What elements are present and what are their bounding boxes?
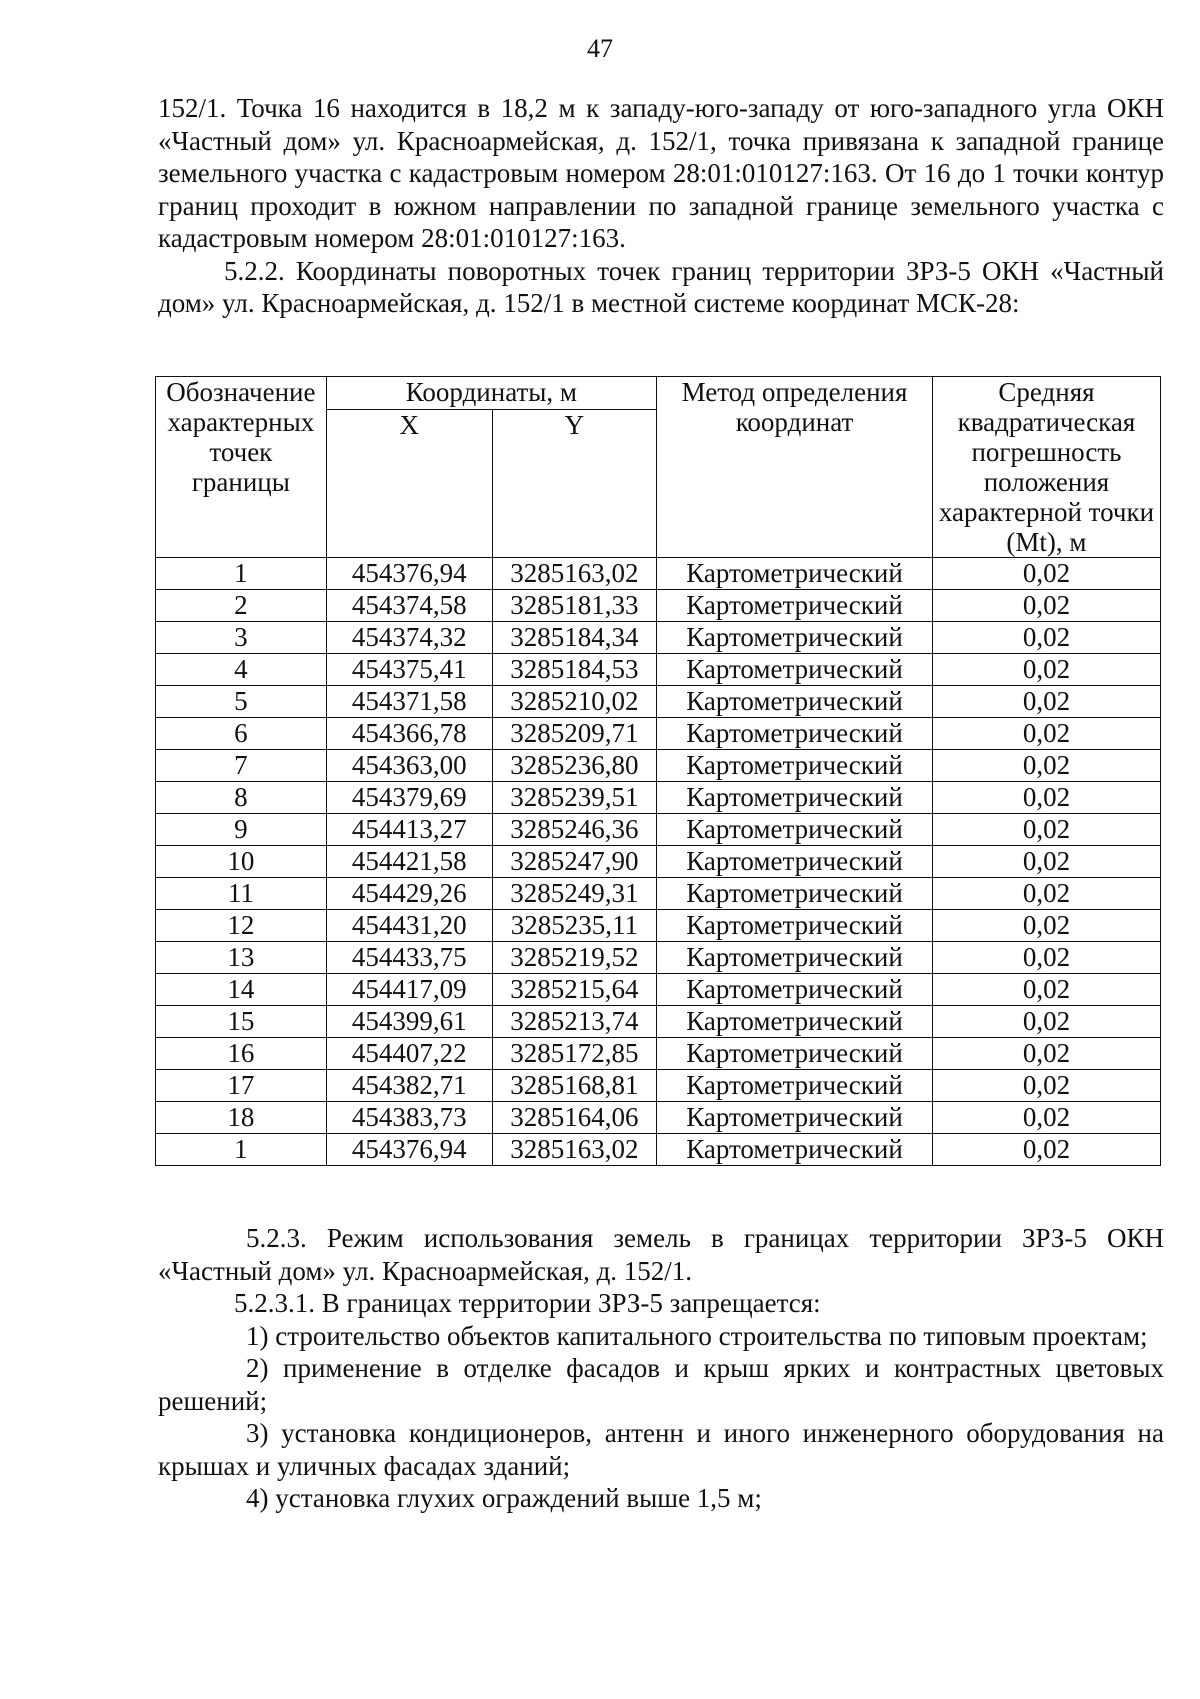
cell-point: 5: [156, 686, 327, 718]
cell-method: Картометрический: [657, 654, 933, 686]
intro-text: [158, 92, 1164, 320]
table-row: [156, 654, 1161, 686]
list-item: 3) установка кондиционеров, антенн и иного инженерного оборудования на крышах и уличных фасадах зданий;: [158, 1418, 1164, 1481]
cell-error: 0,02: [932, 654, 1160, 686]
table-row: [156, 1070, 1161, 1102]
cell-point: 15: [156, 1006, 327, 1038]
cell-y: 3285172,85: [492, 1038, 656, 1070]
cell-method: Картометрический: [657, 558, 933, 590]
cell-error: 0,02: [932, 622, 1160, 654]
cell-error: 0,02: [932, 558, 1160, 590]
table-row: [156, 1006, 1161, 1038]
cell-error: 0,02: [932, 718, 1160, 750]
cell-error: 0,02: [932, 686, 1160, 718]
cell-method: Картометрический: [657, 1038, 933, 1070]
cell-x: 454366,78: [326, 718, 492, 750]
cell-method: Картометрический: [657, 750, 933, 782]
cell-method: Картометрический: [657, 814, 933, 846]
cell-method: Картометрический: [657, 782, 933, 814]
page-number: 47: [587, 34, 613, 63]
cell-y: 3285164,06: [492, 1102, 656, 1134]
cell-point: 18: [156, 1102, 327, 1134]
cell-point: 10: [156, 846, 327, 878]
cell-y: 3285163,02: [492, 558, 656, 590]
list-item: 2) применение в отделке фасадов и крыш ярких и контрастных цветовых решений;: [158, 1353, 1164, 1416]
table-row: [156, 974, 1161, 1006]
cell-y: 3285181,33: [492, 590, 656, 622]
cell-error: 0,02: [932, 846, 1160, 878]
cell-point: 2: [156, 590, 327, 622]
cell-error: 0,02: [932, 878, 1160, 910]
cell-point: 9: [156, 814, 327, 846]
cell-point: 1: [156, 1134, 327, 1166]
cell-method: Картометрический: [657, 974, 933, 1006]
cell-method: Картометрический: [657, 1134, 933, 1166]
cell-x: 454375,41: [326, 654, 492, 686]
cell-method: Картометрический: [657, 622, 933, 654]
cell-x: 454376,94: [326, 558, 492, 590]
cell-x: 454433,75: [326, 942, 492, 974]
table-row: [156, 558, 1161, 590]
cell-x: 454399,61: [326, 1006, 492, 1038]
cell-error: 0,02: [932, 590, 1160, 622]
cell-method: Картометрический: [657, 846, 933, 878]
cell-point: 3: [156, 622, 327, 654]
cell-x: 454379,69: [326, 782, 492, 814]
coordinates-table: [155, 376, 1161, 1166]
cell-x: 454374,58: [326, 590, 492, 622]
cell-method: Картометрический: [657, 718, 933, 750]
table-row: [156, 718, 1161, 750]
cell-x: 454383,73: [326, 1102, 492, 1134]
table-row: [156, 1134, 1161, 1166]
cell-y: 3285219,52: [492, 942, 656, 974]
header-error: Средняя квадратическая погрешность положения характерной точки (Mt), м: [932, 377, 1160, 558]
cell-error: 0,02: [932, 782, 1160, 814]
cell-y: 3285213,74: [492, 1006, 656, 1038]
cell-method: Картометрический: [657, 1070, 933, 1102]
table-row: [156, 1102, 1161, 1134]
table-row: [156, 814, 1161, 846]
table-row: [156, 878, 1161, 910]
cell-y: 3285246,36: [492, 814, 656, 846]
cell-y: 3285168,81: [492, 1070, 656, 1102]
cell-point: 8: [156, 782, 327, 814]
regime-text: [158, 1222, 1164, 1515]
table-row: [156, 622, 1161, 654]
cell-error: 0,02: [932, 1102, 1160, 1134]
cell-x: 454376,94: [326, 1134, 492, 1166]
cell-y: 3285215,64: [492, 974, 656, 1006]
intro-paragraph-1: 152/1. Точка 16 находится в 18,2 м к западу-юго-западу от юго-западного угла ОКН «Частный дом» ул. Красноармейская, д. 152/1, точка привязана к западной границе земельного участка с кадастровым номером 28:01:010127:163. От 16 до 1 точки контур границ проходит в южном направлении по западной границе земельного участка с кадастровым номером 28:01:010127:163.: [158, 93, 1164, 253]
cell-y: 3285239,51: [492, 782, 656, 814]
cell-point: 16: [156, 1038, 327, 1070]
cell-y: 3285235,11: [492, 910, 656, 942]
cell-error: 0,02: [932, 974, 1160, 1006]
table-row: [156, 1038, 1161, 1070]
header-y: Y: [492, 410, 656, 558]
cell-method: Картометрический: [657, 1102, 933, 1134]
cell-y: 3285249,31: [492, 878, 656, 910]
cell-point: 1: [156, 558, 327, 590]
cell-method: Картометрический: [657, 686, 933, 718]
cell-error: 0,02: [932, 942, 1160, 974]
cell-error: 0,02: [932, 814, 1160, 846]
cell-error: 0,02: [932, 1038, 1160, 1070]
cell-y: 3285184,53: [492, 654, 656, 686]
header-coords: Координаты, м: [326, 377, 656, 410]
table-row: [156, 590, 1161, 622]
cell-y: 3285236,80: [492, 750, 656, 782]
header-method: Метод определения координат: [657, 377, 933, 558]
cell-point: 6: [156, 718, 327, 750]
cell-error: 0,02: [932, 1134, 1160, 1166]
cell-y: 3285184,34: [492, 622, 656, 654]
cell-error: 0,02: [932, 750, 1160, 782]
subsection-title: 5.2.3.1. В границах территории ЗРЗ-5 запрещается:: [234, 1288, 821, 1318]
cell-point: 4: [156, 654, 327, 686]
cell-y: 3285247,90: [492, 846, 656, 878]
cell-method: Картометрический: [657, 590, 933, 622]
cell-point: 17: [156, 1070, 327, 1102]
cell-point: 11: [156, 878, 327, 910]
cell-x: 454429,26: [326, 878, 492, 910]
cell-x: 454417,09: [326, 974, 492, 1006]
cell-error: 0,02: [932, 1006, 1160, 1038]
table-row: [156, 942, 1161, 974]
cell-method: Картометрический: [657, 1006, 933, 1038]
intro-paragraph-2: 5.2.2. Координаты поворотных точек границ территории ЗРЗ-5 ОКН «Частный дом» ул. Красноармейская, д. 152/1 в местной системе координат МСК-28:: [158, 255, 1164, 318]
cell-point: 12: [156, 910, 327, 942]
cell-y: 3285209,71: [492, 718, 656, 750]
header-point: Обозначение характерных точек границы: [156, 377, 327, 558]
cell-x: 454431,20: [326, 910, 492, 942]
cell-x: 454382,71: [326, 1070, 492, 1102]
table-row: [156, 750, 1161, 782]
cell-y: 3285163,02: [492, 1134, 656, 1166]
table-row: [156, 686, 1161, 718]
cell-x: 454413,27: [326, 814, 492, 846]
cell-x: 454421,58: [326, 846, 492, 878]
cell-point: 7: [156, 750, 327, 782]
cell-y: 3285210,02: [492, 686, 656, 718]
table-body: [156, 558, 1161, 1166]
table-row: [156, 846, 1161, 878]
list-item: 1) строительство объектов капитального строительства по типовым проектам;: [246, 1320, 1148, 1351]
cell-method: Картометрический: [657, 878, 933, 910]
section-title: 5.2.3. Режим использования земель в границах территории ЗРЗ-5 ОКН «Частный дом» ул. Красноармейская, д. 152/1.: [158, 1223, 1164, 1286]
cell-x: 454374,32: [326, 622, 492, 654]
cell-error: 0,02: [932, 910, 1160, 942]
table-row: [156, 910, 1161, 942]
cell-point: 14: [156, 974, 327, 1006]
cell-x: 454363,00: [326, 750, 492, 782]
cell-point: 13: [156, 942, 327, 974]
cell-x: 454371,58: [326, 686, 492, 718]
header-x: X: [326, 410, 492, 558]
list-item: 4) установка глухих ограждений выше 1,5 м;: [246, 1483, 762, 1513]
cell-method: Картометрический: [657, 942, 933, 974]
cell-error: 0,02: [932, 1070, 1160, 1102]
cell-x: 454407,22: [326, 1038, 492, 1070]
cell-method: Картометрический: [657, 910, 933, 942]
table-row: [156, 782, 1161, 814]
